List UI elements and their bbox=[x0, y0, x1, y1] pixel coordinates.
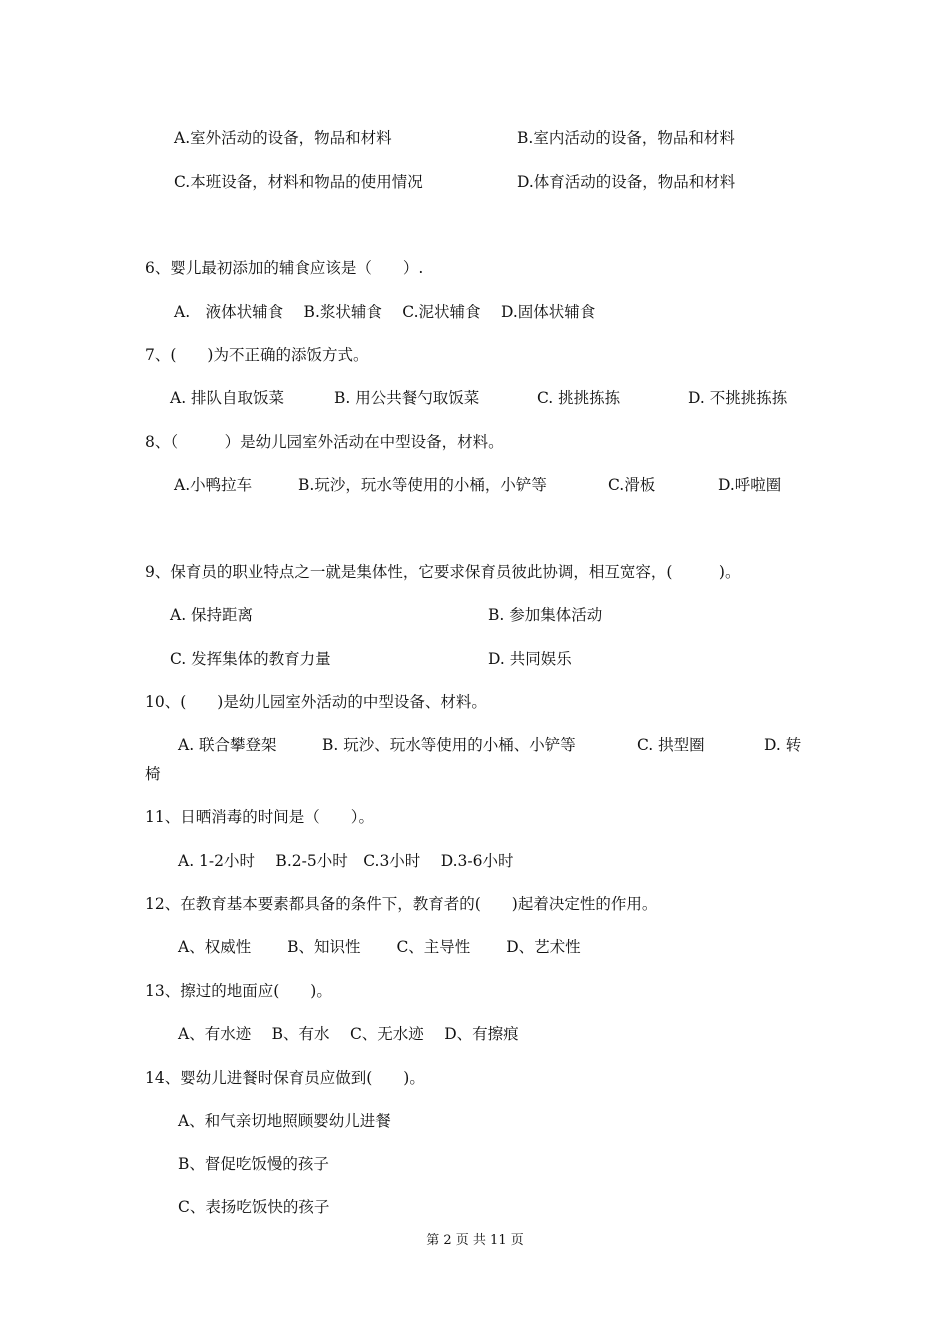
q7-option-d: D. 不挑挑拣拣 bbox=[688, 389, 788, 407]
q8-option-d: D.呼啦圈 bbox=[718, 476, 782, 494]
q5-option-b: B.室内活动的设备，物品和材料 bbox=[517, 129, 735, 147]
q9-option-a: A. 保持距离 bbox=[170, 606, 254, 624]
q11-stem: 11、日晒消毒的时间是（ ）。 bbox=[145, 808, 374, 826]
q5-option-c: C.本班设备，材料和物品的使用情况 bbox=[174, 173, 423, 191]
q9-option-d: D. 共同娱乐 bbox=[488, 650, 572, 668]
q7-stem: 7、( )为不正确的添饭方式。 bbox=[145, 346, 369, 364]
q10-option-d-continued: 椅 bbox=[145, 765, 161, 783]
q12-options: A、权威性 B、知识性 C、主导性 D、艺术性 bbox=[178, 938, 581, 956]
q6-options: A. 液体状辅食 B.浆状辅食 C.泥状辅食 D.固体状辅食 bbox=[174, 303, 596, 321]
q5-option-a: A.室外活动的设备，物品和材料 bbox=[174, 129, 392, 147]
q8-option-c: C.滑板 bbox=[608, 476, 656, 494]
q10-option-c: C. 拱型圈 bbox=[637, 736, 705, 754]
q14-option-c: C、表扬吃饭快的孩子 bbox=[178, 1198, 330, 1216]
q8-option-a: A.小鸭拉车 bbox=[174, 476, 253, 494]
page-number: 第 2 页 共 11 页 bbox=[426, 1233, 524, 1248]
q14-stem: 14、婴幼儿进餐时保育员应做到( )。 bbox=[145, 1069, 425, 1087]
q9-option-c: C. 发挥集体的教育力量 bbox=[170, 650, 331, 668]
q7-option-c: C. 挑挑拣拣 bbox=[537, 389, 621, 407]
q5-option-d: D.体育活动的设备，物品和材料 bbox=[517, 173, 736, 191]
q8-option-b: B.玩沙，玩水等使用的小桶，小铲等 bbox=[298, 476, 547, 494]
q7-option-a: A. 排队自取饭菜 bbox=[170, 389, 285, 407]
q9-option-b: B. 参加集体活动 bbox=[488, 606, 603, 624]
q10-option-a: A. 联合攀登架 bbox=[178, 736, 277, 754]
q7-option-b: B. 用公共餐勺取饭菜 bbox=[334, 389, 480, 407]
q9-stem: 9、保育员的职业特点之一就是集体性，它要求保育员彼此协调，相互宽容，( )。 bbox=[145, 563, 741, 581]
q11-options: A. 1-2小时 B.2-5小时 C.3小时 D.3-6小时 bbox=[178, 852, 514, 870]
q10-stem: 10、( )是幼儿园室外活动的中型设备、材料。 bbox=[145, 693, 487, 711]
q12-stem: 12、在教育基本要素都具备的条件下，教育者的( )起着决定性的作用。 bbox=[145, 895, 658, 913]
q13-options: A、有水迹 B、有水 C、无水迹 D、有擦痕 bbox=[178, 1025, 519, 1043]
q10-option-d: D. 转 bbox=[764, 736, 802, 754]
q14-option-a: A、和气亲切地照顾婴幼儿进餐 bbox=[178, 1112, 391, 1130]
q6-stem: 6、婴儿最初添加的辅食应该是（ ）. bbox=[145, 259, 424, 277]
q13-stem: 13、擦过的地面应( )。 bbox=[145, 982, 332, 1000]
q8-stem: 8、（ ）是幼儿园室外活动在中型设备，材料。 bbox=[145, 433, 504, 451]
q10-option-b: B. 玩沙、玩水等使用的小桶、小铲等 bbox=[322, 736, 576, 754]
q14-option-b: B、督促吃饭慢的孩子 bbox=[178, 1155, 329, 1173]
